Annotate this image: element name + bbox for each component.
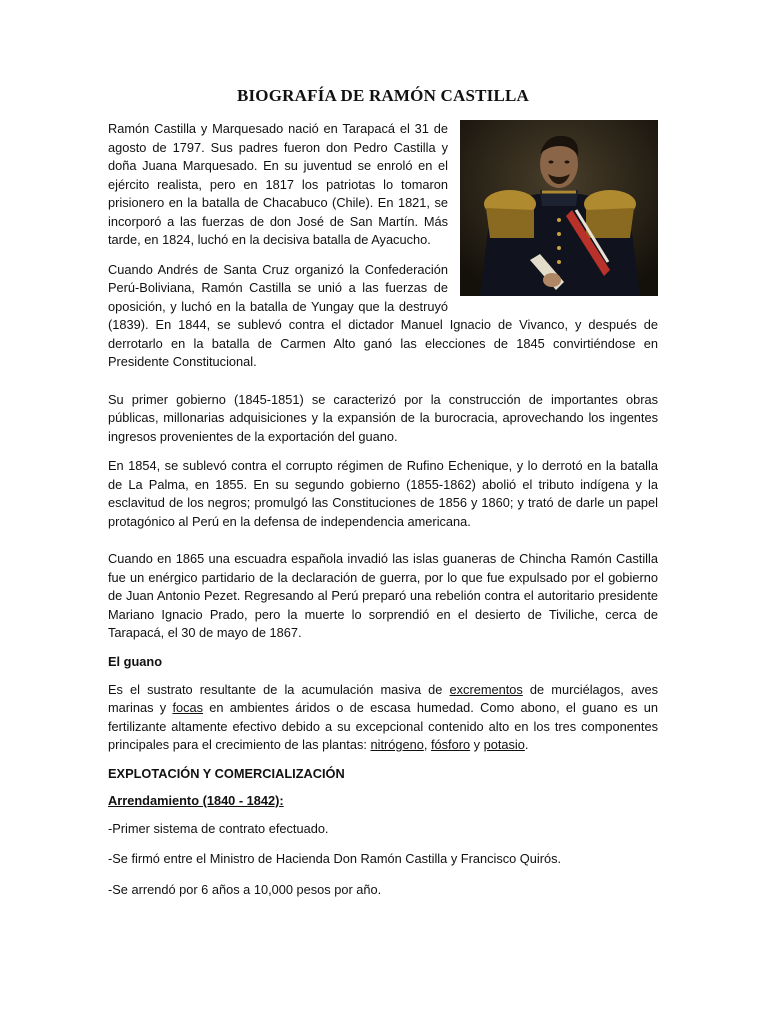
link-potasio[interactable]: potasio <box>483 737 525 752</box>
document-page <box>108 86 658 911</box>
link-excrementos[interactable]: excrementos <box>449 681 523 697</box>
paragraph-4: En 1854, se sublevó contra el corrupto régimen de Rufino Echenique, y lo derrotó en la batalla de La Palma, en 1855. En su segundo gobierno (1855-1862) abolió el tributo indígena y la esclavitud de los negros; promulgó las Constituciones de 1856 y 1860; y trató de darle un papel protagónico al Perú en la defensa de independencia americana. <box>108 458 658 529</box>
guano-text: y <box>470 737 484 752</box>
paragraph-3: Su primer gobierno (1845-1851) se caracterizó por la construcción de importantes obras públicas, millonarias adquisiciones y la expansión de la burocracia, aprovechando los ingentes ingresos provenientes de la exportación del guano. <box>108 391 658 444</box>
arrendamiento-subheading: Arrendamiento (1840 - 1842): <box>108 792 284 808</box>
explotacion-heading: EXPLOTACIÓN Y COMERCIALIZACIÓN <box>108 765 345 781</box>
guano-paragraph <box>108 681 658 755</box>
guano-text: Es el sustrato resultante de la acumulación masiva de <box>108 681 450 697</box>
guano-text: . <box>524 737 529 752</box>
guano-heading: El guano <box>108 653 163 669</box>
guano-text: de murciélagos, aves marinas y <box>108 681 658 715</box>
portrait-image <box>460 120 658 296</box>
link-nitrogeno[interactable]: nitrógeno <box>370 737 424 752</box>
list-item: -Primer sistema de contrato efectuado. <box>108 820 329 836</box>
guano-text: , <box>423 737 431 752</box>
link-focas[interactable]: focas <box>172 700 204 715</box>
paragraph-2: Cuando Andrés de Santa Cruz organizó la Confederación Perú-Boliviana, Ramón Castilla se unió a las fuerzas de oposición, y luchó en la batalla de Yungay que la destruyó (1839). En 1844, se sublevó contra el dictador Manuel Ignacio de Vivanco, y después de derrotarlo en la batalla de Carmen Alto ganó las elecciones de 1845 convirtiéndose en Presidente Constitucional. <box>108 261 658 369</box>
arrendamiento-list <box>108 820 658 900</box>
paragraph-1: Ramón Castilla y Marquesado nació en Tarapacá el 31 de agosto de 1797. Sus padres fueron don Pedro Castilla y doña Juana Marquesado. En su juventud se enroló en el ejército realista, pero en 1817 los patriotas lo tomaron prisionero en la batalla de Chacabuco (Chile). En 1821, se incorporó a las fuerzas de don José de San Martín. Más tarde, en 1824, luchó en la decisiva batalla de Ayacucho. <box>108 121 448 247</box>
paragraph-5: Cuando en 1865 una escuadra española invadió las islas guaneras de Chincha Ramón Castilla fue un enérgico partidario de la declaración de guerra, por lo que fue expulsado por el gobierno de Juan Antonio Pezet. Regresando al Perú preparó una rebelión contra el autoritario presidente Mariano Ignacio Prado, pero la muerte lo sorprendió en el desierto de Tiviliche, cerca de Tarapacá, el 30 de mayo de 1867. <box>108 551 658 640</box>
list-item: -Se arrendó por 6 años a 10,000 pesos por año. <box>108 881 382 897</box>
guano-text: en ambientes áridos o de escasa humedad. Como abono, el guano es un fertilizante altamente efectivo debido a su excepcional contenido alto en los tres componentes principales para el crecimiento de las plantas: <box>108 700 658 752</box>
portrait-illustration <box>460 120 658 296</box>
page-title: BIOGRAFÍA DE RAMÓN CASTILLA <box>236 86 530 105</box>
list-item: -Se firmó entre el Ministro de Hacienda Don Ramón Castilla y Francisco Quirós. <box>108 851 562 866</box>
link-fosforo[interactable]: fósforo <box>430 737 471 752</box>
